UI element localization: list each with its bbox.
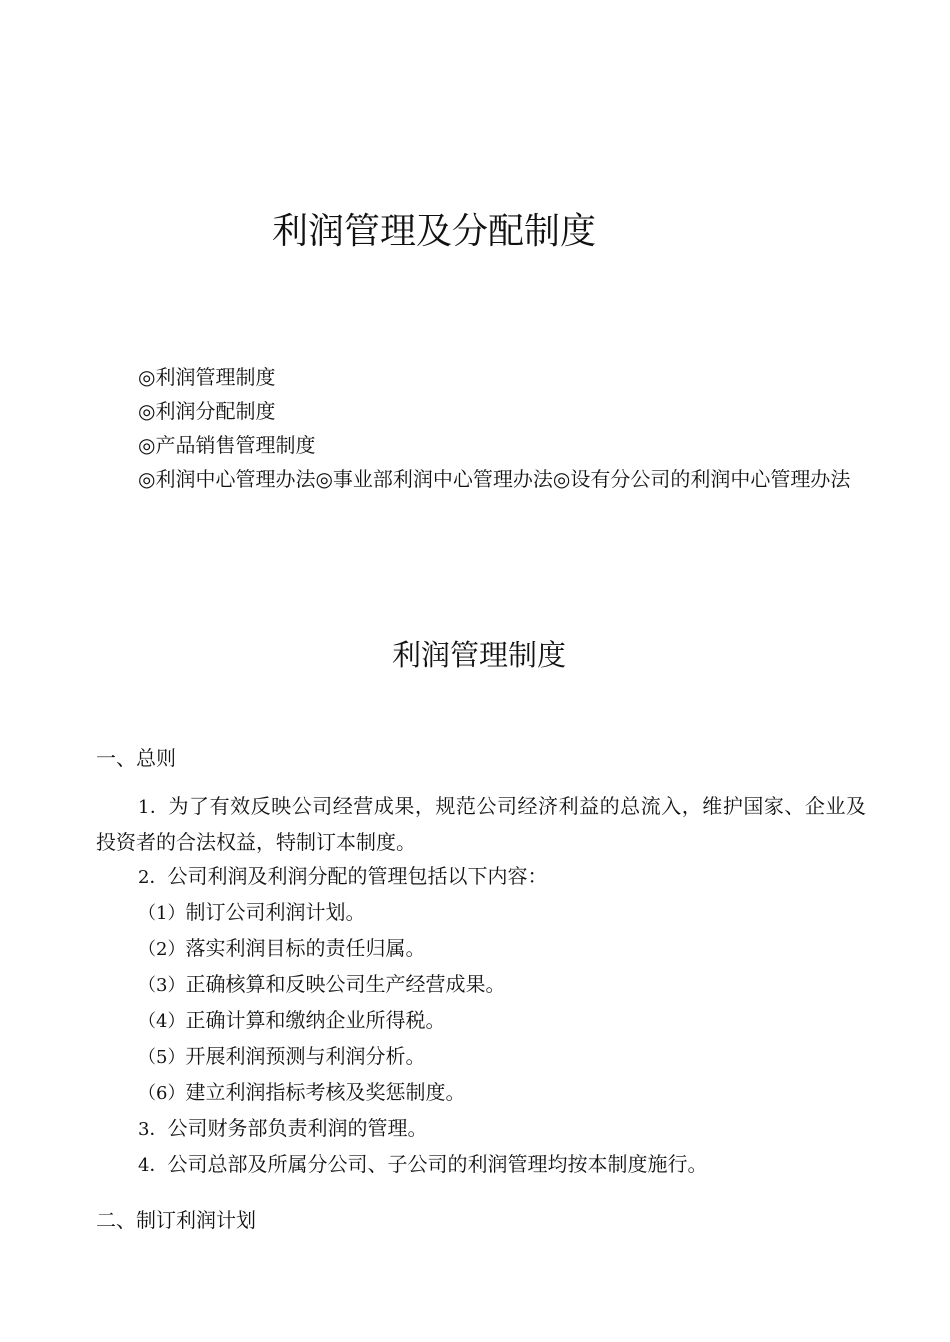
toc-item: ◎利润中心管理办法◎事业部利润中心管理办法◎设有分公司的利润中心管理办法 xyxy=(138,467,851,491)
sub-item-text: 建立利润指标考核及奖惩制度。 xyxy=(185,1080,466,1104)
paragraph-text: 公司利润及利润分配的管理包括以下内容： xyxy=(167,864,548,888)
chapter-body xyxy=(96,789,866,1183)
sub-item-text: 制订公司利润计划。 xyxy=(185,900,366,924)
paragraph-text: 公司总部及所属分公司、子公司的利润管理均按本制度施行。 xyxy=(167,1152,708,1176)
toc-item: ◎利润管理制度 xyxy=(138,365,276,389)
document-title: 利润管理及分配制度 xyxy=(272,211,597,252)
sub-item-number: （3） xyxy=(138,975,186,996)
chapter-heading: 一、总则 xyxy=(96,746,176,770)
toc-item: ◎利润分配制度 xyxy=(138,399,276,423)
section-title: 利润管理制度 xyxy=(391,638,566,672)
paragraph-text: 为了有效反映公司经营成果，规范公司经济利益的总流入，维护国家、企业及投资者的合法权益，特制订本制度。 xyxy=(96,794,867,854)
sub-item-text: 正确计算和缴纳企业所得税。 xyxy=(185,1008,446,1032)
numbered-paragraph xyxy=(96,1111,866,1147)
sub-item xyxy=(96,895,866,931)
sub-item-text: 开展利润预测与利润分析。 xyxy=(185,1044,426,1068)
numbered-paragraph xyxy=(96,859,866,895)
sub-item xyxy=(96,1039,866,1075)
sub-item-text: 落实利润目标的责任归属。 xyxy=(185,936,426,960)
sub-item xyxy=(96,1003,866,1039)
sub-item-number: （1） xyxy=(138,903,186,924)
paragraph-text: 公司财务部负责利润的管理。 xyxy=(167,1116,428,1140)
sub-item xyxy=(96,967,866,1003)
sub-item-text: 正确核算和反映公司生产经营成果。 xyxy=(185,972,506,996)
paragraph-number: 4． xyxy=(138,1155,168,1176)
chapter-heading: 二、制订利润计划 xyxy=(96,1208,256,1232)
table-of-contents xyxy=(138,360,878,496)
paragraph-number: 1． xyxy=(138,797,169,818)
sub-item-number: （6） xyxy=(138,1083,186,1104)
sub-item-number: （5） xyxy=(138,1047,186,1068)
paragraph-number: 2． xyxy=(138,867,168,888)
sub-item-number: （2） xyxy=(138,939,186,960)
sub-item xyxy=(96,1075,866,1111)
numbered-paragraph xyxy=(96,1147,866,1183)
sub-item xyxy=(96,931,866,967)
paragraph-number: 3． xyxy=(138,1119,168,1140)
sub-item-number: （4） xyxy=(138,1011,186,1032)
numbered-paragraph xyxy=(96,789,866,859)
toc-item: ◎产品销售管理制度 xyxy=(138,433,316,457)
